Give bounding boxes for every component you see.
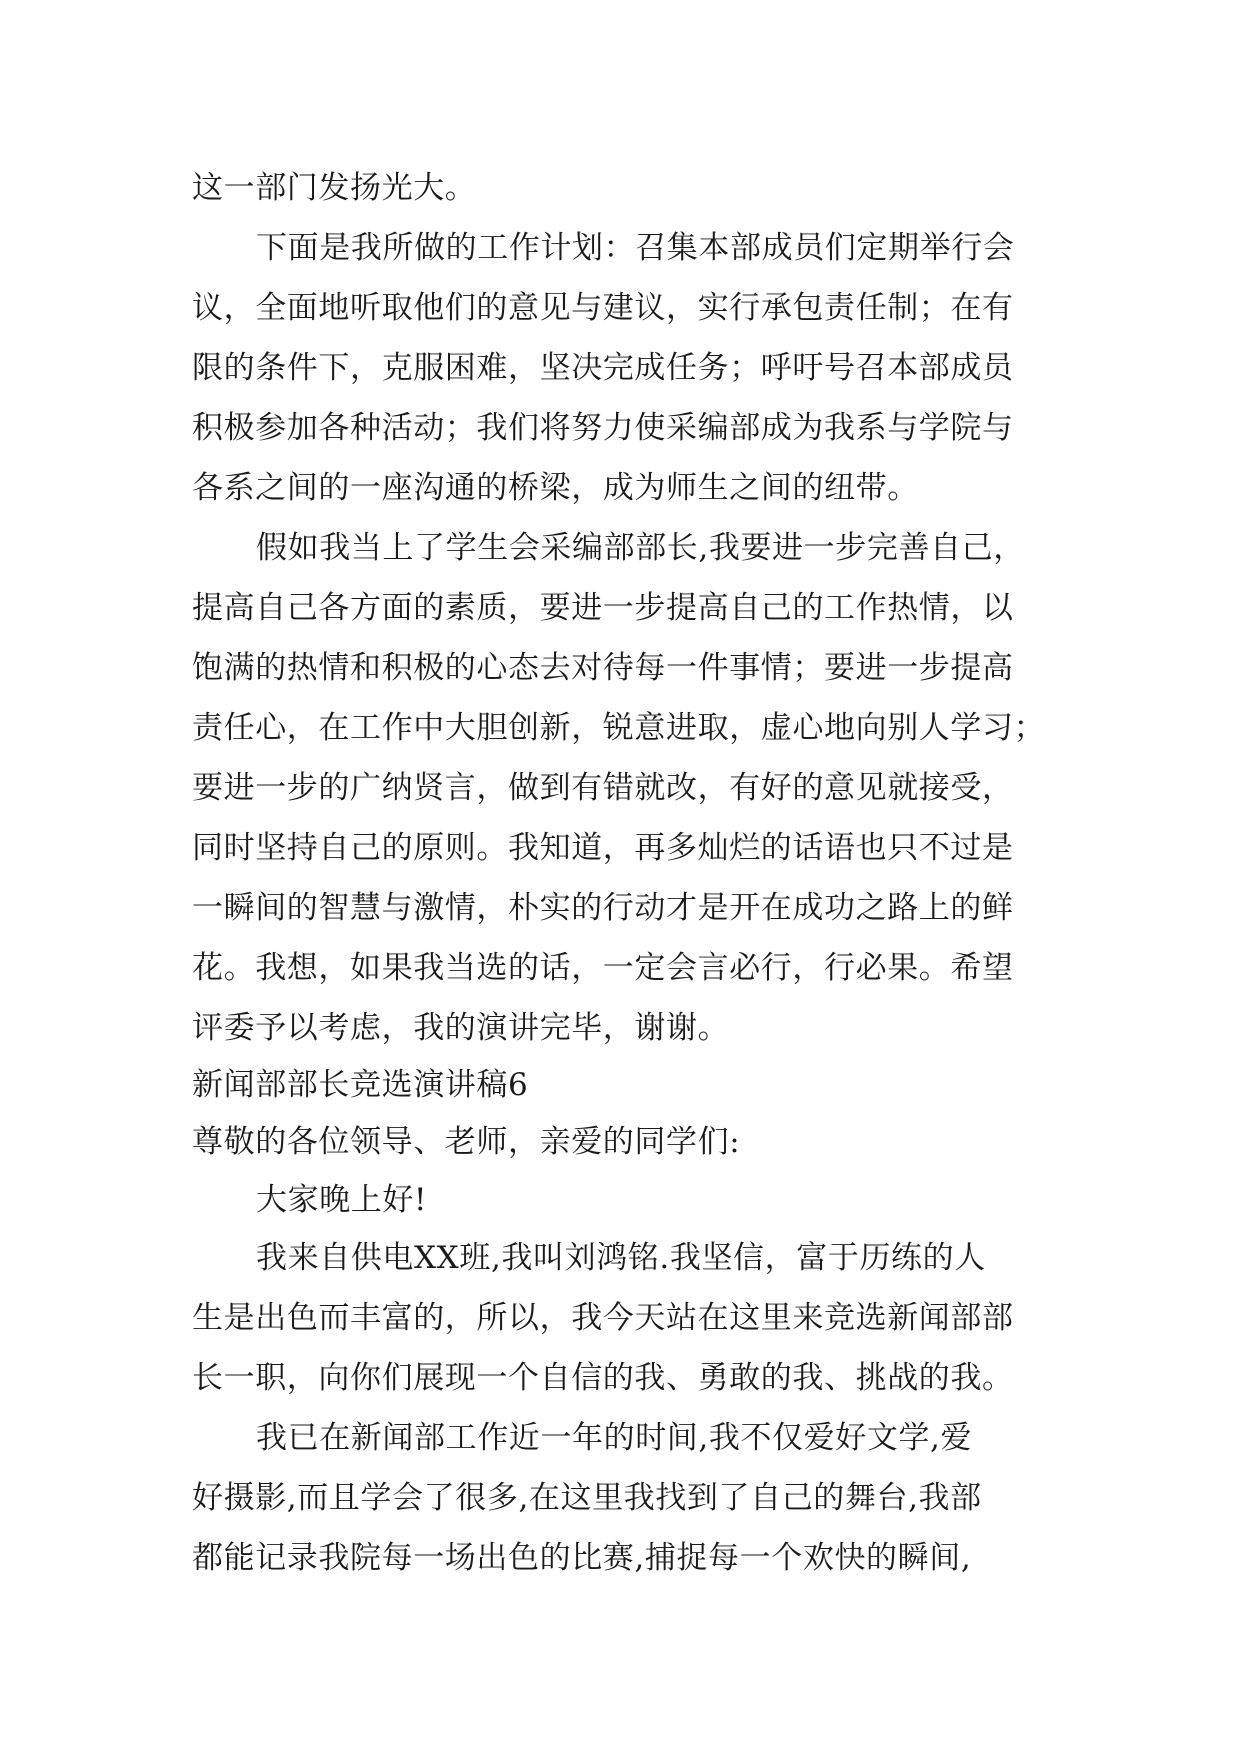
section-heading: 新闻部部长竞选演讲稿6	[192, 1067, 529, 1103]
text-line: 提高自己各方面的素质，要进一步提高自己的工作热情，以	[192, 590, 1014, 626]
salutation: 尊敬的各位领导、老师，亲爱的同学们:	[192, 1124, 741, 1160]
text-line: 都能记录我院每一场出色的比赛,捕捉每一个欢快的瞬间,	[192, 1540, 972, 1576]
text-line: 同时坚持自己的原则。我知道，再多灿烂的话语也只不过是	[192, 830, 1014, 866]
text-line: 责任心，在工作中大胆创新，锐意进取，虚心地向别人学习；	[192, 710, 1046, 746]
paragraph-start-line: 我已在新闻部工作近一年的时间,我不仅爱好文学,爱	[256, 1420, 973, 1456]
text-line: 一瞬间的智慧与激情，朴实的行动才是开在成功之路上的鲜	[192, 890, 1014, 926]
paragraph-start-line: 我来自供电XX班,我叫刘鸿铭.我坚信，富于历练的人	[256, 1240, 986, 1276]
text-line: 议，全面地听取他们的意见与建议，实行承包责任制；在有	[192, 290, 1014, 326]
text-line: 积极参加各种活动；我们将努力使采编部成为我系与学院与	[192, 410, 1014, 446]
text-line: 花。我想，如果我当选的话，一定会言必行，行必果。希望	[192, 950, 1014, 986]
text-line: 这一部门发扬光大。	[192, 170, 477, 206]
text-line: 好摄影,而且学会了很多,在这里我找到了自己的舞台,我部	[192, 1480, 982, 1516]
paragraph-start-line: 假如我当上了学生会采编部部长,我要进一步完善自己，	[256, 530, 1025, 566]
text-line: 评委予以考虑，我的演讲完毕，谢谢。	[192, 1010, 730, 1046]
text-line: 长一职，向你们展现一个自信的我、勇敢的我、挑战的我。	[192, 1360, 1014, 1396]
paragraph-start-line: 下面是我所做的工作计划：召集本部成员们定期举行会	[256, 230, 1015, 266]
text-line: 要进一步的广纳贤言，做到有错就改，有好的意见就接受，	[192, 770, 1014, 806]
text-line: 饱满的热情和积极的心态去对待每一件事情；要进一步提高	[192, 650, 1014, 686]
text-line: 生是出色而丰富的，所以，我今天站在这里来竞选新闻部部	[192, 1300, 1014, 1336]
text-line: 各系之间的一座沟通的桥梁，成为师生之间的纽带。	[192, 470, 919, 506]
greeting: 大家晚上好!	[256, 1182, 428, 1218]
text-line: 限的条件下，克服困难，坚决完成任务；呼吁号召本部成员	[192, 350, 1014, 386]
